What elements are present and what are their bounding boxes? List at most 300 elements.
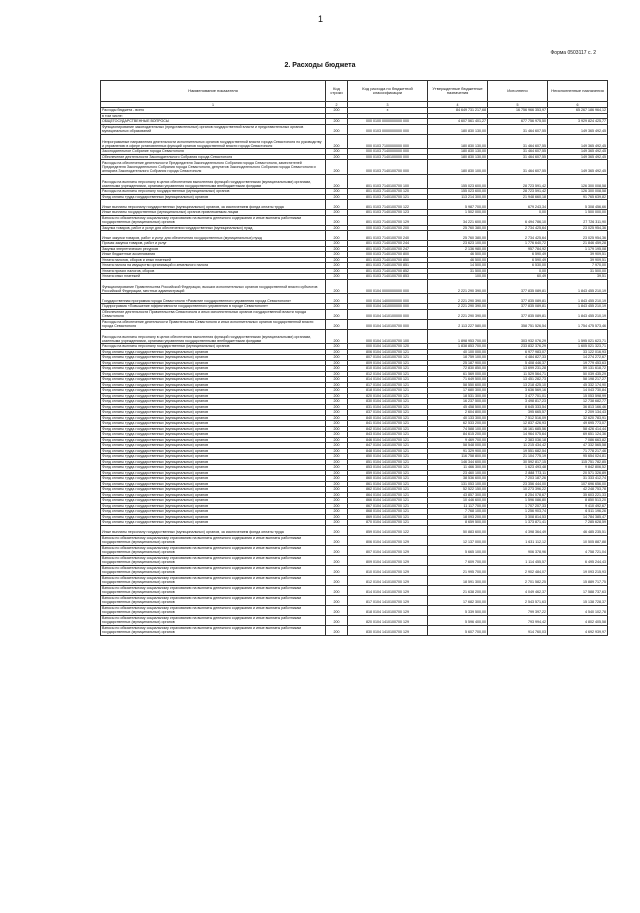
row-remaining: 1 595 021 623,71 bbox=[548, 329, 608, 344]
row-classification-code: 801 0103 7140100700 247 bbox=[348, 246, 428, 252]
row-classification-code: 831 0104 1410100700 121 bbox=[348, 404, 428, 410]
row-remaining: 20 571 326,89 bbox=[548, 470, 608, 476]
row-line-code: 200 bbox=[326, 470, 348, 476]
row-classification-code: 837 0104 1410100700 121 bbox=[348, 410, 428, 416]
row-line-code: 200 bbox=[326, 355, 348, 361]
row-remaining: 7 285 628,59 bbox=[548, 520, 608, 526]
row-name: Иные бюджетные ассигнования bbox=[101, 252, 326, 258]
row-line-code: 200 bbox=[326, 174, 348, 189]
row-classification-code: 859 0104 1410100700 122 bbox=[348, 525, 428, 535]
row-executed: 12 837 426,93 bbox=[488, 421, 548, 427]
row-line-code: 200 bbox=[326, 605, 348, 615]
row-name: Обеспечение деятельности Законодательного Собрания города Севастополя bbox=[101, 154, 326, 160]
row-classification-code: x bbox=[348, 108, 428, 114]
row-approved: 7 609 700,00 bbox=[428, 555, 488, 565]
row-classification-code: 801 0103 7140100700 852 bbox=[348, 268, 428, 274]
row-name: ОБЩЕГОСУДАРСТВЕННЫЕ ВОПРОСЫ bbox=[101, 119, 326, 125]
row-approved: 11 117 700,00 bbox=[428, 503, 488, 509]
table-row bbox=[101, 555, 608, 565]
row-line-code: 200 bbox=[326, 252, 348, 258]
row-approved: 71 649 500,00 bbox=[428, 377, 488, 383]
row-remaining: 9 410 492,67 bbox=[548, 503, 608, 509]
row-executed: 957 784,92 bbox=[488, 246, 548, 252]
row-remaining: 1 179 195,08 bbox=[548, 246, 608, 252]
row-line-code: 200 bbox=[326, 304, 348, 310]
row-remaining: 2 209 134,43 bbox=[548, 410, 608, 416]
row-executed: 11 215 434,42 bbox=[488, 443, 548, 449]
row-name: Взносы по обязательному социальному страхованию на выплаты денежного содержания и иные выплаты работникам государственных (муниципальных) органов bbox=[101, 605, 326, 615]
form-code: Форма 0503117 с. 2 bbox=[550, 50, 596, 56]
row-remaining: 39 909,51 bbox=[548, 257, 608, 263]
row-approved: 2 136 980,00 bbox=[428, 246, 488, 252]
row-approved: 23 460 100,00 bbox=[428, 470, 488, 476]
row-name: Фонд оплаты труда государственных (муниципальных) органов bbox=[101, 432, 326, 438]
row-executed: 377 835 089,81 bbox=[488, 279, 548, 294]
row-approved: 45 458 500,00 bbox=[428, 404, 488, 410]
row-remaining: 23 025 954,36 bbox=[548, 231, 608, 241]
table-row bbox=[101, 174, 608, 189]
row-approved: 180 830 130,00 bbox=[428, 134, 488, 149]
row-name: Взносы по обязательному социальному страхованию на выплаты денежного содержания и иные выплаты работникам государственных (муниципальных) органов bbox=[101, 545, 326, 555]
row-line-code: 200 bbox=[326, 344, 348, 350]
row-approved: 2 113 227 580,00 bbox=[428, 319, 488, 329]
row-line-code: 200 bbox=[326, 294, 348, 304]
row-name: Фонд оплаты труда государственных (муниципальных) органов bbox=[101, 443, 326, 449]
row-approved: 17 680 300,00 bbox=[428, 388, 488, 394]
row-remaining: 6 495 244,43 bbox=[548, 555, 608, 565]
row-approved: 52 522 150,00 bbox=[428, 487, 488, 493]
table-row bbox=[101, 329, 608, 344]
table-row bbox=[101, 134, 608, 149]
row-approved: 113 214 300,00 bbox=[428, 194, 488, 200]
row-line-code: 200 bbox=[326, 263, 348, 269]
row-remaining: 69 651 124,36 bbox=[548, 432, 608, 438]
row-name: Фонд оплаты труда государственных (муниципальных) органов bbox=[101, 194, 326, 200]
row-executed: 377 835 089,81 bbox=[488, 304, 548, 310]
row-line-code: 200 bbox=[326, 241, 348, 247]
row-line-code: 200 bbox=[326, 615, 348, 625]
index-cell: 2 bbox=[326, 102, 348, 108]
row-remaining: 7 086 663,82 bbox=[548, 437, 608, 443]
row-executed: 2 888 773,11 bbox=[488, 470, 548, 476]
row-name: Фонд оплаты труда государственных (муниципальных) органов bbox=[101, 388, 326, 394]
row-executed: 16 161 685,56 bbox=[488, 426, 548, 432]
row-approved: 146 344 600,00 bbox=[428, 459, 488, 465]
row-approved: 43 857 300,00 bbox=[428, 492, 488, 498]
row-remaining: 14 274 272,67 bbox=[548, 355, 608, 361]
row-approved: 18 759 100,00 bbox=[428, 355, 488, 361]
row-remaining: 7 970,00 bbox=[548, 263, 608, 269]
row-executed: 1 373 871,41 bbox=[488, 520, 548, 526]
row-name: Взносы по обязательному социальному страхованию на выплаты денежного содержания и иные выплаты работникам государственных (муниципальных) органов bbox=[101, 575, 326, 585]
row-remaining: 32 620 783,91 bbox=[548, 415, 608, 421]
row-remaining: 15 053 598,99 bbox=[548, 393, 608, 399]
row-classification-code: 814 0104 1410100700 129 bbox=[348, 585, 428, 595]
row-executed: 14 964 075,64 bbox=[488, 432, 548, 438]
row-remaining: 115 751 782,85 bbox=[548, 459, 608, 465]
row-classification-code: 841 0104 1410100700 121 bbox=[348, 421, 428, 427]
row-classification-code: 862 0104 1410100700 121 bbox=[348, 487, 428, 493]
header-classification-code: Код расхода по бюджетной классификации bbox=[348, 81, 428, 102]
row-executed: 5 408 446,37 bbox=[488, 360, 548, 366]
row-line-code: 200 bbox=[326, 443, 348, 449]
row-executed: 2 734 425,64 bbox=[488, 231, 548, 241]
row-remaining: 1 605 021 323,71 bbox=[548, 344, 608, 350]
row-remaining: 4 802 405,58 bbox=[548, 615, 608, 625]
row-name: Фонд оплаты труда государственных (муниципальных) органов bbox=[101, 514, 326, 520]
header-executed: Исполнено bbox=[488, 81, 548, 102]
row-classification-code: 818 0104 1410100700 129 bbox=[348, 605, 428, 615]
row-classification-code: 801 0103 7140100700 129 bbox=[348, 215, 428, 225]
row-approved: 1 502 000,00 bbox=[428, 210, 488, 216]
row-approved: 25 760 380,00 bbox=[428, 225, 488, 231]
index-cell: 6 bbox=[548, 102, 608, 108]
row-remaining: 107 696 656,00 bbox=[548, 481, 608, 487]
row-line-code: 200 bbox=[326, 625, 348, 635]
row-name: Иные выплаты персоналу государственных (муниципальных) органов, за исключением фонда оплаты труда bbox=[101, 200, 326, 210]
row-name: Прочая закупка товаров, работ и услуг bbox=[101, 241, 326, 247]
row-remaining: 36 813 166,46 bbox=[548, 404, 608, 410]
row-name: Взносы по обязательному социальному страхованию на выплаты денежного содержания и иные выплаты работникам государственных (муниципальных) органов bbox=[101, 625, 326, 635]
row-approved: 16 237 500,00 bbox=[428, 399, 488, 405]
row-approved: 18 531 300,00 bbox=[428, 393, 488, 399]
row-remaining: 15 138 728,37 bbox=[548, 595, 608, 605]
row-classification-code: 000 0103 7140100700 000 bbox=[348, 160, 428, 175]
header-name: Наименование показателя bbox=[101, 81, 326, 102]
row-approved: 2 221 290 390,00 bbox=[428, 304, 488, 310]
row-remaining: 33 122 016,93 bbox=[548, 349, 608, 355]
row-remaining: 95 654 024,81 bbox=[548, 454, 608, 460]
row-approved: 2 221 290 390,00 bbox=[428, 309, 488, 319]
row-executed: 30 592 817,15 bbox=[488, 459, 548, 465]
row-approved: 116 758 800,00 bbox=[428, 454, 488, 460]
row-classification-code: 847 0104 1410100700 121 bbox=[348, 443, 428, 449]
row-name: Фонд оплаты труда государственных (муниципальных) органов bbox=[101, 366, 326, 372]
row-name: Расходы на выплаты персоналу государственных (муниципальных) органов bbox=[101, 189, 326, 195]
row-classification-code: 840 0104 1410100700 121 bbox=[348, 415, 428, 421]
row-name: Законодательное Собрание города Севастополя bbox=[101, 149, 326, 155]
row-classification-code: 806 0104 1410100700 129 bbox=[348, 535, 428, 545]
row-classification-code: 000 0103 7100000000 000 bbox=[348, 134, 428, 149]
row-remaining: 1 843 455 210,19 bbox=[548, 294, 608, 304]
row-approved: 12 137 000,00 bbox=[428, 535, 488, 545]
row-line-code: 200 bbox=[326, 246, 348, 252]
row-executed: 1 114 455,57 bbox=[488, 555, 548, 565]
row-name: Функционирование Правительства Российской Федерации, высших исполнительных органов государственной власти субъектов Российской Федерации, местных администраций bbox=[101, 279, 326, 294]
row-name: Обеспечение деятельности Правительства Севастополя и иных исполнительных органов государственной власти города Севастополя bbox=[101, 309, 326, 319]
row-classification-code: 846 0104 1410100700 121 bbox=[348, 437, 428, 443]
row-remaining: 21 846 459,28 bbox=[548, 241, 608, 247]
row-classification-code: 869 0104 1410100700 121 bbox=[348, 514, 428, 520]
row-name: Фонд оплаты труда государственных (муниципальных) органов bbox=[101, 349, 326, 355]
row-executed: 4 398 364,49 bbox=[488, 525, 548, 535]
row-remaining: 58 198 217,27 bbox=[548, 377, 608, 383]
row-approved: 1 838 853 700,00 bbox=[428, 344, 488, 350]
row-approved: 21 995 700,00 bbox=[428, 565, 488, 575]
row-remaining: 23 025 954,36 bbox=[548, 225, 608, 231]
row-approved: 21 638 200,00 bbox=[428, 585, 488, 595]
table-row bbox=[101, 625, 608, 635]
row-executed: 0,00 bbox=[488, 268, 548, 274]
table-row bbox=[101, 124, 608, 134]
row-remaining: 15 889 717,75 bbox=[548, 575, 608, 585]
row-approved: 180 830 100,00 bbox=[428, 160, 488, 175]
row-approved: 180 830 130,00 bbox=[428, 124, 488, 134]
row-name: Фонд оплаты труда государственных (муниципальных) органов bbox=[101, 492, 326, 498]
row-classification-code: 860 0104 1410100700 121 bbox=[348, 476, 428, 482]
row-executed: 377 835 089,81 bbox=[488, 309, 548, 319]
row-executed: 21 948 660,18 bbox=[488, 194, 548, 200]
row-approved: 58 550 600,00 bbox=[428, 382, 488, 388]
row-executed: 10 273 396,22 bbox=[488, 487, 548, 493]
row-executed: 1 776 640,72 bbox=[488, 241, 548, 247]
row-approved: 74 588 100,00 bbox=[428, 426, 488, 432]
row-line-code: 200 bbox=[326, 231, 348, 241]
row-remaining: 1 754 475 573,46 bbox=[548, 319, 608, 329]
row-remaining: 19 093 215,93 bbox=[548, 565, 608, 575]
row-line-code: 200 bbox=[326, 319, 348, 329]
row-executed: 8 254 078,67 bbox=[488, 492, 548, 498]
table-row bbox=[101, 279, 608, 294]
row-name: Иные закупки товаров, работ и услуг для обеспечения государственных (муниципальных) нужд bbox=[101, 231, 326, 241]
row-classification-code: 806 0104 1410100700 121 bbox=[348, 349, 428, 355]
row-classification-code: 801 0103 7140100700 121 bbox=[348, 194, 428, 200]
row-executed: 7 203 187,26 bbox=[488, 476, 548, 482]
row-name: Подпрограмма «Повышение эффективности государственного управления в городе Севастополе» bbox=[101, 304, 326, 310]
row-classification-code: 814 0104 1410100700 121 bbox=[348, 377, 428, 383]
table-row bbox=[101, 200, 608, 210]
row-approved: 11 466 300,00 bbox=[428, 465, 488, 471]
row-executed: 358 751 526,54 bbox=[488, 319, 548, 329]
row-classification-code: 851 0104 1410100700 121 bbox=[348, 459, 428, 465]
row-classification-code: 807 0104 1410100700 129 bbox=[348, 545, 428, 555]
row-approved: 10 446 600,00 bbox=[428, 498, 488, 504]
row-approved: 5 607 700,00 bbox=[428, 625, 488, 635]
row-remaining: 39 909,51 bbox=[548, 252, 608, 258]
row-remaining: 149 365 492,45 bbox=[548, 134, 608, 149]
row-approved: 100,00 bbox=[428, 274, 488, 280]
table-row bbox=[101, 615, 608, 625]
row-name: Расходы на обеспечение деятельности Правительства Севастополя и иных исполнительных органов государственной власти города Севастополя bbox=[101, 319, 326, 329]
row-remaining: 4 758 721,04 bbox=[548, 545, 608, 555]
row-line-code: 200 bbox=[326, 509, 348, 515]
row-line-code: 200 bbox=[326, 404, 348, 410]
row-executed: 60,49 bbox=[488, 274, 548, 280]
row-executed: 3 498 817,23 bbox=[488, 399, 548, 405]
row-executed: 233 832 376,29 bbox=[488, 344, 548, 350]
row-approved: 58 548 000,00 bbox=[428, 443, 488, 449]
row-approved: 18 591 300,00 bbox=[428, 575, 488, 585]
row-classification-code: 000 0103 7140100700 200 bbox=[348, 225, 428, 231]
row-line-code: 200 bbox=[326, 382, 348, 388]
row-name: Фонд оплаты труда государственных (муниципальных) органов bbox=[101, 509, 326, 515]
row-remaining: 59 131 618,72 bbox=[548, 366, 608, 372]
row-approved: 17 682 300,00 bbox=[428, 595, 488, 605]
row-executed: 1 256 903,74 bbox=[488, 509, 548, 515]
header-line-code: Код строки bbox=[326, 81, 348, 102]
row-remaining: 1 843 455 210,19 bbox=[548, 279, 608, 294]
row-name: Уплата налога на имущество организаций и земельного налога bbox=[101, 263, 326, 269]
row-line-code: 200 bbox=[326, 426, 348, 432]
row-executed: 1 596 086,80 bbox=[488, 498, 548, 504]
row-executed: 13 699 231,28 bbox=[488, 366, 548, 372]
row-classification-code: 000 0104 1410000000 000 bbox=[348, 304, 428, 310]
row-name: Фонд оплаты труда государственных (муниципальных) органов bbox=[101, 377, 326, 383]
table-row bbox=[101, 545, 608, 555]
row-executed: 793 994,42 bbox=[488, 615, 548, 625]
row-classification-code: 818 0104 1410100700 121 bbox=[348, 388, 428, 394]
row-line-code: 200 bbox=[326, 154, 348, 160]
row-remaining: 17 588 737,63 bbox=[548, 585, 608, 595]
row-name: Непрограммные направления деятельности исполнительных органов государственной власти города Севастополя по руководству и управлению в сфере установленных функций органов государственной власти города Севастополя bbox=[101, 134, 326, 149]
row-name: Закупка энергетических ресурсов bbox=[101, 246, 326, 252]
row-line-code: 200 bbox=[326, 309, 348, 319]
row-executed: 3 636 569,16 bbox=[488, 388, 548, 394]
row-remaining: 1 843 455 210,19 bbox=[548, 304, 608, 310]
row-line-code: 200 bbox=[326, 481, 348, 487]
row-line-code: 200 bbox=[326, 388, 348, 394]
table-row bbox=[101, 294, 608, 304]
row-classification-code: 801 0103 7140100700 123 bbox=[348, 210, 428, 216]
row-executed: 303 932 076,29 bbox=[488, 329, 548, 344]
row-name: Расходы бюджета - всего bbox=[101, 108, 326, 114]
table-row bbox=[101, 309, 608, 319]
row-remaining: 42 248 753,78 bbox=[548, 487, 608, 493]
row-name: Фонд оплаты труда государственных (муниципальных) органов bbox=[101, 355, 326, 361]
row-approved: 61 569 000,00 bbox=[428, 371, 488, 377]
row-name: Фонд оплаты труда государственных (муниципальных) органов bbox=[101, 503, 326, 509]
row-line-code: 200 bbox=[326, 503, 348, 509]
row-approved: 180 830 130,00 bbox=[428, 154, 488, 160]
row-remaining: 35 603 221,33 bbox=[548, 492, 608, 498]
row-approved: 155 023 600,00 bbox=[428, 174, 488, 189]
row-approved: 91 329 900,00 bbox=[428, 448, 488, 454]
section-title: 2. Расходы бюджета bbox=[284, 62, 356, 69]
row-classification-code: 809 0104 1410100700 121 bbox=[348, 360, 428, 366]
row-remaining: 31 500,00 bbox=[548, 268, 608, 274]
table-row bbox=[101, 231, 608, 241]
row-remaining: 9 842 806,52 bbox=[548, 465, 608, 471]
row-name: Взносы по обязательному социальному страхованию на выплаты денежного содержания и иные выплаты работникам государственных (муниципальных) органов bbox=[101, 585, 326, 595]
row-name: Взносы по обязательному социальному страхованию на выплаты денежного содержания и иные выплаты работникам государственных (муниципальных) органов bbox=[101, 555, 326, 565]
row-line-code: 200 bbox=[326, 366, 348, 372]
table-row bbox=[101, 585, 608, 595]
row-approved: 46 500,00 bbox=[428, 252, 488, 258]
table-row bbox=[101, 595, 608, 605]
row-name: Функционирование законодательных (представительных) органов государственной власти и представительных органов муниципальных образований bbox=[101, 124, 326, 134]
row-classification-code: 000 0100 0000000000 000 bbox=[348, 119, 428, 125]
row-line-code: 200 bbox=[326, 108, 348, 114]
row-classification-code: 801 0103 7140100700 244 bbox=[348, 241, 428, 247]
row-executed: 906 378,96 bbox=[488, 545, 548, 555]
row-executed: 28 723 591,42 bbox=[488, 189, 548, 195]
row-name: Иные выплаты персоналу государственных (муниципальных) органов, за исключением фонда оплаты труда bbox=[101, 525, 326, 535]
row-line-code: 200 bbox=[326, 498, 348, 504]
row-remaining: 1 843 455 210,19 bbox=[548, 309, 608, 319]
row-line-code: 200 bbox=[326, 279, 348, 294]
row-line-code: 200 bbox=[326, 555, 348, 565]
row-classification-code: 861 0104 1410100700 121 bbox=[348, 481, 428, 487]
row-name: Взносы по обязательному социальному страхованию на выплаты денежного содержания и иные выплаты работникам государственных (муниципальных) органов bbox=[101, 215, 326, 225]
table-row bbox=[101, 605, 608, 615]
row-executed: 679 243,34 bbox=[488, 200, 548, 210]
row-classification-code: 868 0104 1410100700 121 bbox=[348, 509, 428, 515]
row-line-code: 200 bbox=[326, 274, 348, 280]
row-executed: 2 701 582,25 bbox=[488, 575, 548, 585]
row-name: Уплата налогов, сборов и иных платежей bbox=[101, 257, 326, 263]
row-name: Фонд оплаты труда государственных (муниципальных) органов bbox=[101, 448, 326, 454]
row-executed: 31 464 607,55 bbox=[488, 154, 548, 160]
row-executed: 677 756 975,50 bbox=[488, 119, 548, 125]
row-name: Расходы на обеспечение деятельности Председателя Законодательного Собрания города Севастополя, заместителей Председателя Законодательного Собрания города Севастополя, депутатов Законодательного Собрания города Севастополя и аппарата Законодательного Собрания города Севастополя bbox=[101, 160, 326, 175]
row-name: Фонд оплаты труда государственных (муниципальных) органов bbox=[101, 476, 326, 482]
row-approved: 2 221 290 390,00 bbox=[428, 279, 488, 294]
table-row bbox=[101, 525, 608, 535]
row-remaining: 14 043 730,84 bbox=[548, 388, 608, 394]
row-classification-code: 843 0104 1410100700 121 bbox=[348, 432, 428, 438]
row-line-code: 200 bbox=[326, 535, 348, 545]
index-cell: 3 bbox=[348, 102, 428, 108]
row-classification-code: 830 0104 1410100700 129 bbox=[348, 625, 428, 635]
row-executed: 11 529 564,71 bbox=[488, 371, 548, 377]
row-remaining: 46 485 235,51 bbox=[548, 525, 608, 535]
row-line-code: 200 bbox=[326, 487, 348, 493]
row-classification-code: 000 0103 7140100700 800 bbox=[348, 252, 428, 258]
row-line-code: 200 bbox=[326, 371, 348, 377]
row-remaining: 1 500 000,00 bbox=[548, 210, 608, 216]
row-executed: 3 308 814,53 bbox=[488, 514, 548, 520]
row-executed: 28 723 591,42 bbox=[488, 174, 548, 189]
table-body bbox=[101, 108, 608, 636]
index-cell: 1 bbox=[101, 102, 326, 108]
row-executed: 2 734 425,64 bbox=[488, 225, 548, 231]
row-approved: 84 615 200,00 bbox=[428, 432, 488, 438]
table-row bbox=[101, 535, 608, 545]
row-executed: 4 484 827,33 bbox=[488, 355, 548, 361]
row-remaining: 50 039 435,29 bbox=[548, 371, 608, 377]
row-name: Государственная программа города Севастополя «Развитие государственного управления города Севастополя» bbox=[101, 294, 326, 304]
row-executed: 8 645 333,54 bbox=[488, 404, 548, 410]
row-classification-code: 866 0104 1410100700 121 bbox=[348, 498, 428, 504]
row-remaining: 149 365 492,45 bbox=[548, 160, 608, 175]
row-line-code: 200 bbox=[326, 585, 348, 595]
row-approved: 5 987 700,00 bbox=[428, 200, 488, 210]
row-classification-code: 807 0104 1410100700 121 bbox=[348, 355, 428, 361]
row-remaining: 3 929 824 425,77 bbox=[548, 119, 608, 125]
row-name: Взносы по обязательному социальному страхованию на выплаты денежного содержания и иные выплаты работникам государственных (муниципальных) органов bbox=[101, 615, 326, 625]
row-executed: 31 464 607,55 bbox=[488, 124, 548, 134]
row-executed: 19 551 682,54 bbox=[488, 448, 548, 454]
row-remaining: 10 505 887,88 bbox=[548, 535, 608, 545]
row-line-code: 200 bbox=[326, 454, 348, 460]
row-line-code: 200 bbox=[326, 377, 348, 383]
row-classification-code: 000 0103 0000000000 000 bbox=[348, 124, 428, 134]
row-classification-code: 809 0104 1410100700 129 bbox=[348, 555, 428, 565]
row-line-code: 200 bbox=[326, 349, 348, 355]
row-classification-code: 810 0104 1410100700 129 bbox=[348, 565, 428, 575]
row-remaining: 126 300 008,58 bbox=[548, 174, 608, 189]
row-classification-code: 801 0103 7140100700 100 bbox=[348, 174, 428, 189]
row-line-code: 200 bbox=[326, 492, 348, 498]
row-approved: 72 830 850,00 bbox=[428, 366, 488, 372]
row-classification-code: 000 0103 7140100000 000 bbox=[348, 154, 428, 160]
row-line-code: 200 bbox=[326, 393, 348, 399]
row-name: Уплата иных платежей bbox=[101, 274, 326, 280]
row-remaining: 126 300 008,58 bbox=[548, 189, 608, 195]
row-approved: 2 221 290 390,00 bbox=[428, 294, 488, 304]
row-approved: 4 607 561 401,27 bbox=[428, 119, 488, 125]
row-name: Фонд оплаты труда государственных (муниципальных) органов bbox=[101, 393, 326, 399]
